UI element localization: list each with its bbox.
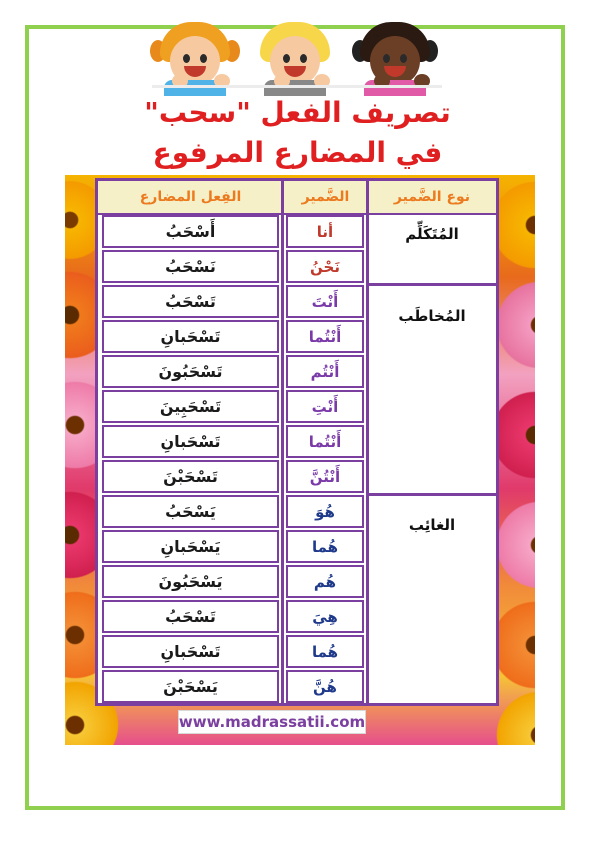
verb-cell: يَسْحَبْنَ	[102, 670, 279, 703]
pronoun-cell: هُما	[286, 530, 364, 563]
group-label-speaker: المُتَكَلِّم	[405, 225, 459, 243]
pronoun-cell: نَحْنُ	[286, 250, 364, 283]
pronoun-cell: أَنْتُم	[286, 355, 364, 388]
header-pronoun: الضَّمير	[283, 181, 368, 215]
pronoun-cell: هُما	[286, 635, 364, 668]
group-label-absent: الغائِب	[408, 516, 456, 534]
verb-cell: تَسْحَبُ	[102, 600, 279, 633]
pronoun-cell: أَنْتِ	[286, 390, 364, 423]
verb-cell: يَسْحَبُونَ	[102, 565, 279, 598]
verb-cell: يَسْحَبانِ	[102, 530, 279, 563]
pronoun-cell: هُنَّ	[286, 670, 364, 703]
verb-cell: نَسْحَبُ	[102, 250, 279, 283]
page-title: تصريف الفعل "سحب"	[144, 96, 451, 129]
verb-cell: تَسْحَبْنَ	[102, 460, 279, 493]
pronoun-cell: أَنْتُما	[286, 320, 364, 353]
pronoun-cell: هِيَ	[286, 600, 364, 633]
verb-cell: تَسْحَبانِ	[102, 425, 279, 458]
verb-cell: يَسْحَبُ	[102, 495, 279, 528]
page-subtitle: في المضارع المرفوع	[152, 136, 443, 169]
header-pronoun-type: نوع الضَّمير	[368, 181, 496, 215]
conjugation-table	[95, 178, 499, 706]
pronoun-cell: أَنْتُنَّ	[286, 460, 364, 493]
column-divider	[366, 181, 369, 703]
group-divider	[368, 493, 498, 496]
pronoun-cell: هُوَ	[286, 495, 364, 528]
group-divider	[368, 283, 498, 286]
verb-cell: تَسْحَبِينَ	[102, 390, 279, 423]
verb-cell: تَسْحَبانِ	[102, 320, 279, 353]
group-label-addressee: المُخاطَب	[398, 307, 466, 325]
verb-cell: تَسْحَبُونَ	[102, 355, 279, 388]
header-verb: الفِعل المضارع	[98, 181, 283, 215]
pronoun-cell: هُم	[286, 565, 364, 598]
column-divider	[281, 181, 284, 703]
verb-cell: تَسْحَبُ	[102, 285, 279, 318]
header-divider	[152, 85, 442, 88]
verb-cell: أَسْحَبُ	[102, 215, 279, 248]
verb-cell: تَسْحَبانِ	[102, 635, 279, 668]
pronoun-cell: أَنْتَ	[286, 285, 364, 318]
pronoun-cell: أَنْتُما	[286, 425, 364, 458]
website-link[interactable]: www.madrassatii.com	[178, 710, 366, 734]
pronoun-cell: أنا	[286, 215, 364, 248]
